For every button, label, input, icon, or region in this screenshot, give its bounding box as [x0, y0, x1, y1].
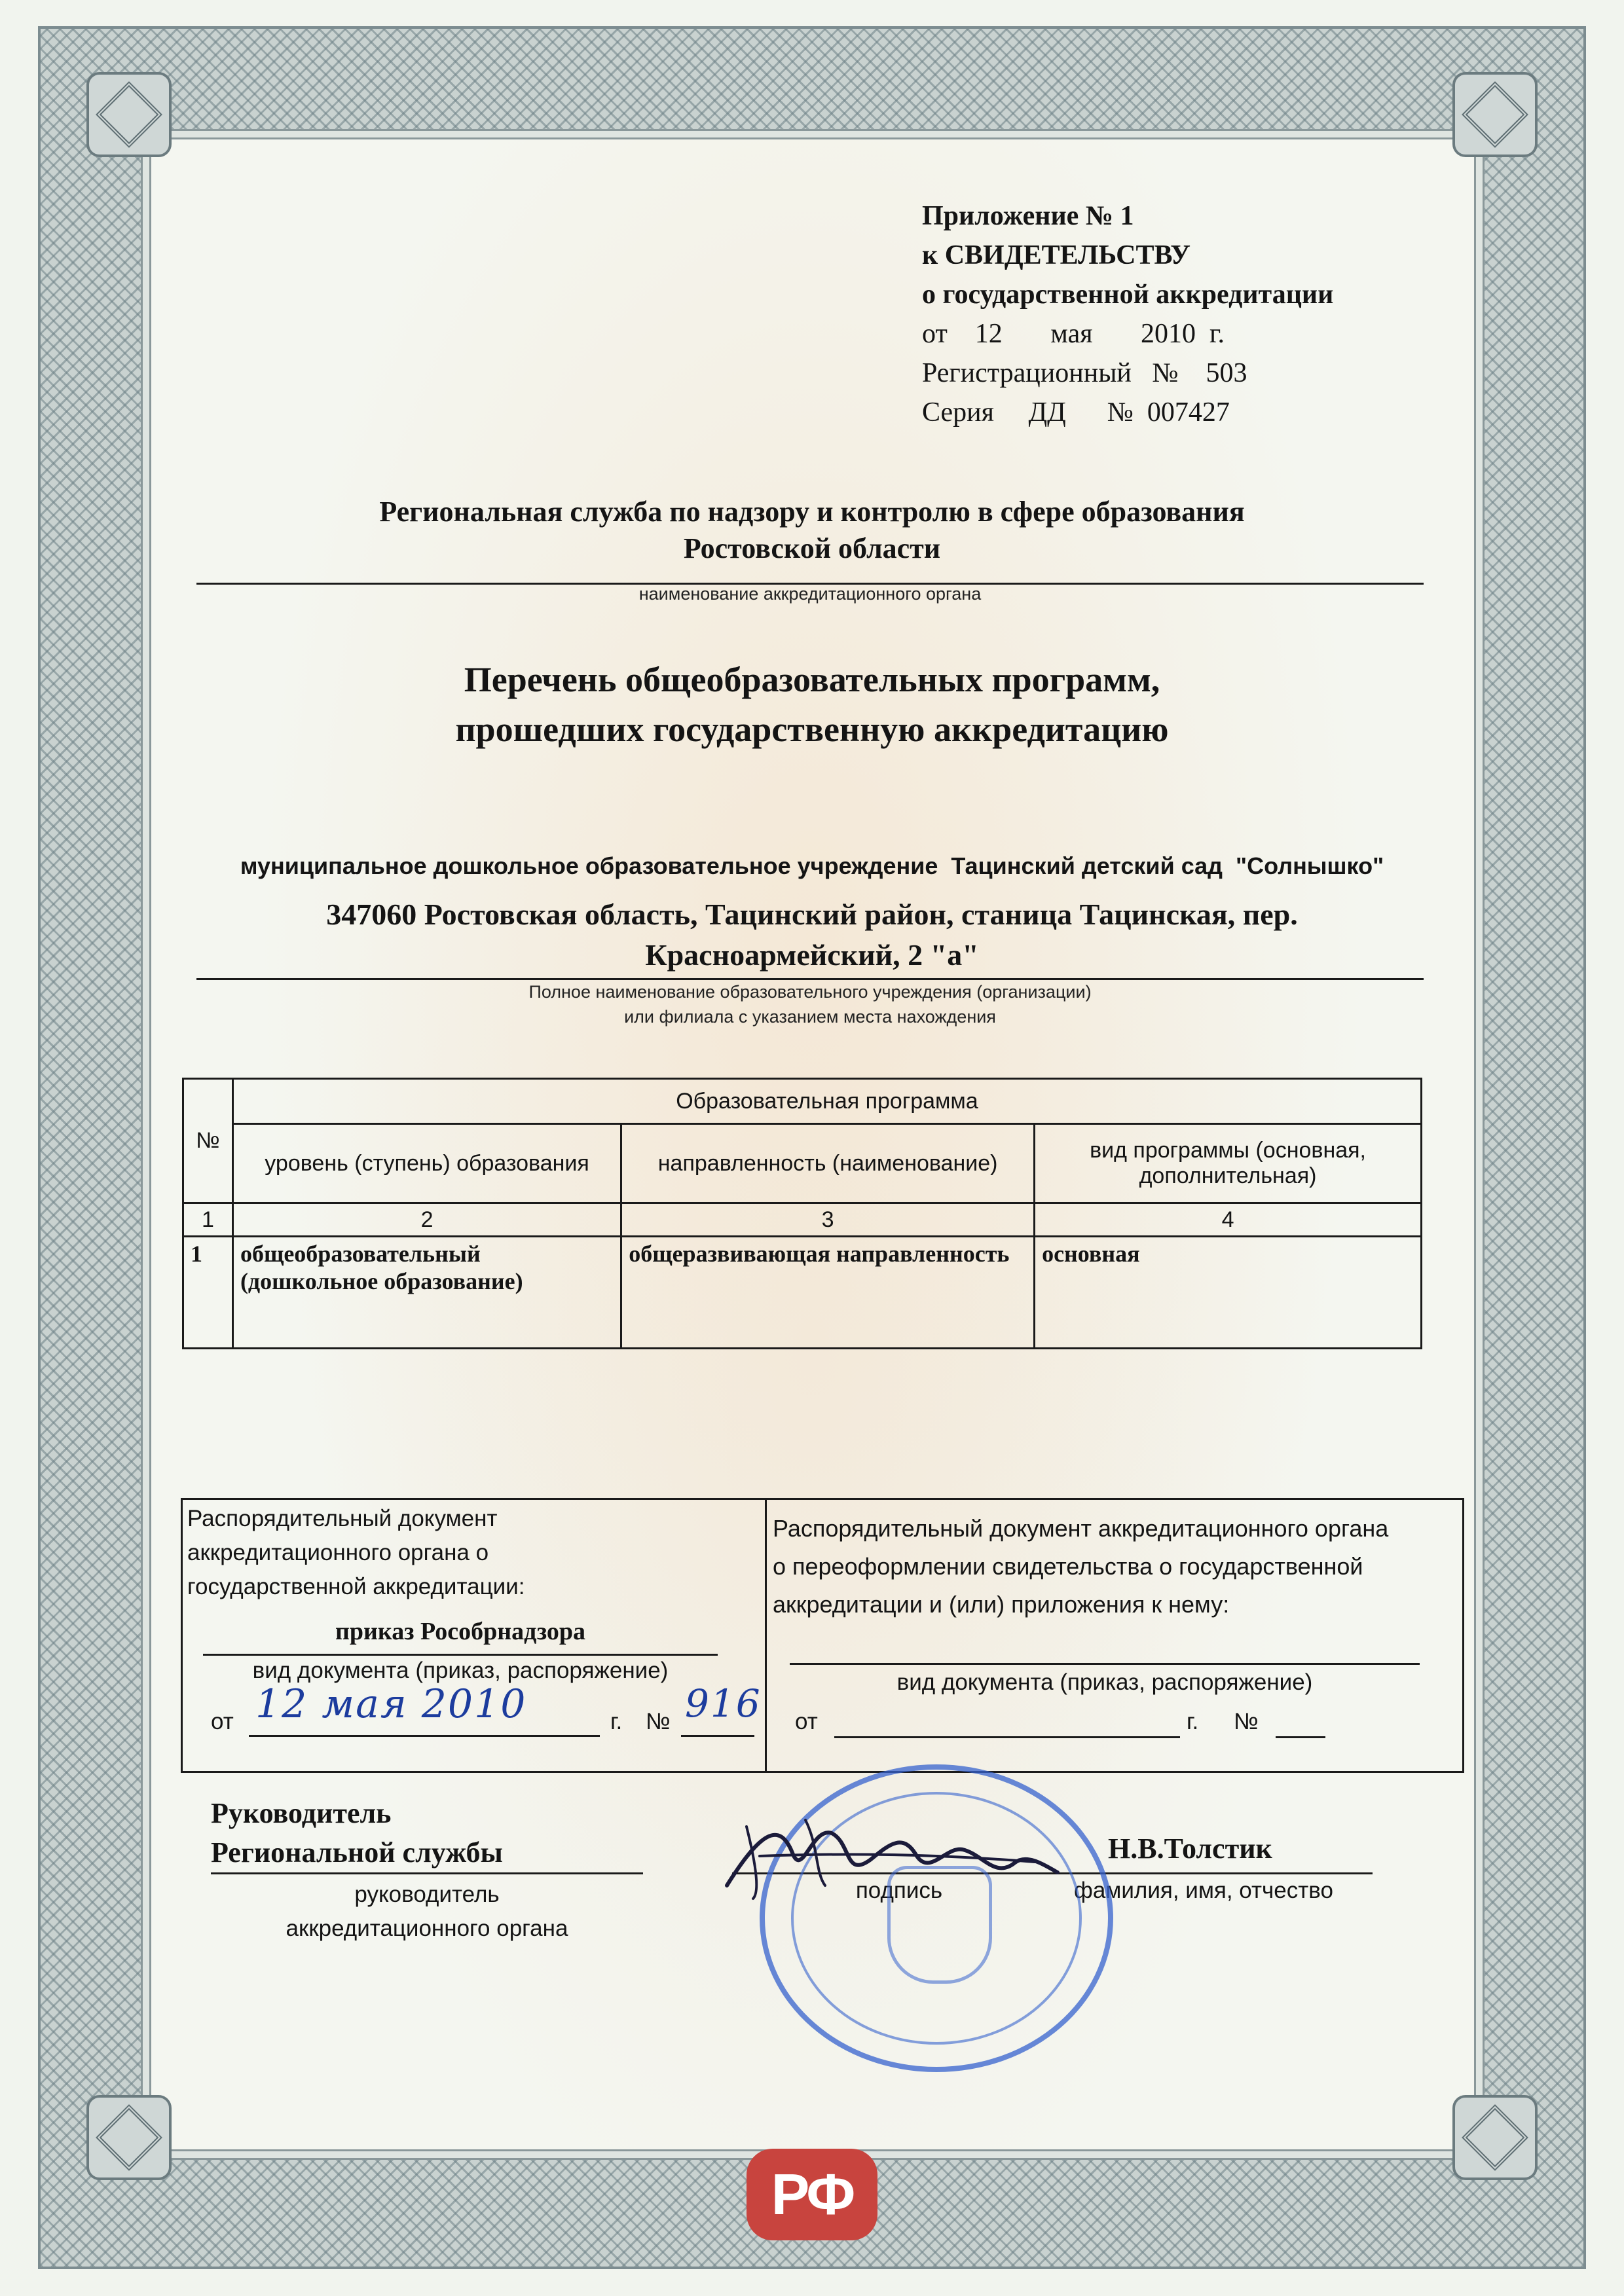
row-level: общеобразовательный (дошкольное образование): [232, 1237, 621, 1349]
column-header-direction: направленность (наименование): [621, 1124, 1035, 1203]
index-cell: 2: [232, 1203, 621, 1237]
row-direction: общеразвивающая направленность: [621, 1237, 1035, 1349]
address-line-2: Красноармейский, 2 "а": [645, 938, 979, 972]
institution-caption-line-2: или филиала с указанием места нахождения: [624, 1007, 996, 1027]
appendix-certificate-type: о государственной аккредитации: [922, 280, 1334, 310]
appendix-certificate-ref: к СВИДЕТЕЛЬСТВУ: [922, 240, 1190, 270]
order-left-line-3: государственной аккредитации:: [187, 1574, 525, 1599]
appendix-number: Приложение № 1: [922, 201, 1134, 231]
signatory-title-line-1: Руководитель: [211, 1797, 392, 1829]
order-left-from-label: от: [211, 1709, 234, 1734]
divider: [765, 1498, 767, 1773]
institution-caption-line-1: Полное наименование образовательного учреждения (организации): [528, 982, 1092, 1002]
authority-line-2: Ростовской области: [683, 532, 941, 564]
column-header-level: уровень (ступень) образования: [232, 1124, 621, 1203]
order-left-line-2: аккредитационного органа о: [187, 1540, 489, 1565]
column-group-header: Образовательная программа: [232, 1079, 1421, 1124]
index-cell: 3: [621, 1203, 1035, 1237]
divider: [249, 1735, 600, 1737]
title-line-2: прошедших государственную аккредитацию: [455, 710, 1169, 749]
order-right-num-label: №: [1234, 1709, 1259, 1734]
address-line-1: 347060 Ростовская область, Тацинский район, станица Тацинская, пер.: [326, 898, 1298, 931]
row-type: основная: [1035, 1237, 1422, 1349]
order-left-heading: [187, 1502, 525, 1604]
appendix-date: от 12 мая 2010 г.: [922, 319, 1225, 349]
appendix-registration-number: Регистрационный № 503: [922, 358, 1247, 388]
corner-ornament-icon: [1452, 2095, 1538, 2180]
appendix-series: Серия ДД № 007427: [922, 397, 1230, 428]
role-caption-line-1: руководитель: [354, 1882, 500, 1907]
programs-table: [182, 1078, 1422, 1349]
order-right-line-3: аккредитации и (или) приложения к нему:: [773, 1591, 1230, 1618]
order-right-heading: [773, 1510, 1388, 1624]
order-left-date: 12 мая 2010: [255, 1681, 527, 1727]
divider: [681, 1735, 754, 1737]
table-row: [183, 1237, 1422, 1349]
order-left-year-suffix: г.: [610, 1709, 623, 1734]
corner-ornament-icon: [1452, 72, 1538, 157]
appendix-header: [922, 196, 1333, 432]
order-right-from-label: от: [795, 1709, 818, 1734]
order-left-doc-type: приказ Рособрнадзора: [335, 1618, 586, 1645]
signatory-role-caption: [211, 1878, 643, 1946]
document-title: [196, 655, 1428, 754]
signatory-name: Н.В.Толстик: [1108, 1832, 1272, 1865]
order-left-line-1: Распорядительный документ: [187, 1506, 498, 1531]
title-line-1: Перечень общеобразовательных программ,: [464, 660, 1160, 699]
signatory-title-line-2: Региональной службы: [211, 1836, 503, 1868]
institution-name: муниципальное дошкольное образовательное учреждение Тацинский детский сад "Солнышко": [240, 852, 1384, 879]
divider: [834, 1736, 1180, 1738]
order-right-line-2: о переоформлении свидетельства о государственной: [773, 1553, 1363, 1580]
corner-ornament-icon: [86, 72, 172, 157]
order-right-year-suffix: г.: [1187, 1709, 1199, 1734]
authority-name: [196, 494, 1428, 567]
authority-caption: наименование аккредитационного органа: [638, 584, 982, 604]
corner-ornament-icon: [86, 2095, 172, 2180]
order-right-caption: вид документа (приказ, распоряжение): [896, 1669, 1313, 1695]
column-header-number: №: [183, 1079, 233, 1203]
signature-icon: [720, 1807, 1061, 1905]
row-number: 1: [183, 1237, 233, 1349]
authority-line-1: Региональная служба по надзору и контролю в сфере образования: [379, 496, 1245, 528]
divider: [790, 1663, 1420, 1665]
institution-caption: [196, 979, 1424, 1029]
name-caption: фамилия, имя, отчество: [1074, 1878, 1333, 1903]
rf-logo: РФ: [747, 2149, 877, 2240]
order-left-num-label: №: [646, 1709, 671, 1734]
divider: [1276, 1736, 1325, 1738]
signatory-title: [211, 1794, 503, 1872]
index-cell: 4: [1035, 1203, 1422, 1237]
divider: [211, 1872, 643, 1874]
institution-address: [196, 894, 1428, 975]
order-left-caption: вид документа (приказ, распоряжение): [252, 1658, 669, 1683]
column-header-type: вид программы (основная, дополнительная): [1035, 1124, 1422, 1203]
order-left-number: 916: [685, 1681, 762, 1726]
order-right-line-1: Распорядительный документ аккредитационного органа: [773, 1515, 1389, 1542]
signature-caption: подпись: [855, 1878, 943, 1903]
index-cell: 1: [183, 1203, 233, 1237]
role-caption-line-2: аккредитационного органа: [286, 1916, 568, 1941]
